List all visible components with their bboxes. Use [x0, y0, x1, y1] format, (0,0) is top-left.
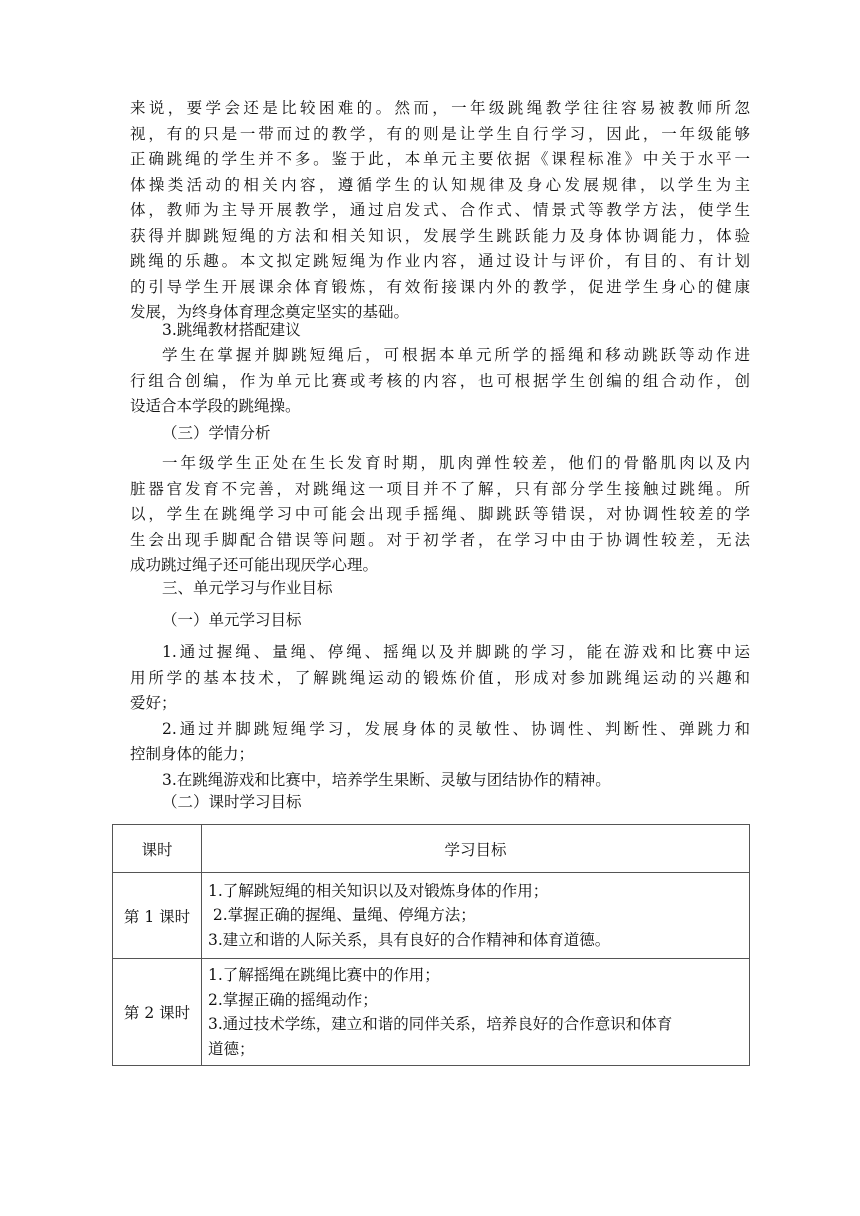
text-line: 脏器官发育不完善，对跳绳这一项目并不了解，只有部分学生接触过跳绳。所	[130, 479, 750, 498]
lesson-goals-title: （二）课时学习目标	[162, 793, 302, 811]
part-three-title: 三、单元学习与作业目标	[162, 579, 333, 597]
text-line: 学生在掌握并脚跳短绳后，可根据本单元所学的摇绳和移动跳跃等动作进	[162, 346, 750, 364]
list-item-line: 控制身体的能力；	[130, 745, 255, 763]
goal-line: 2.掌握正确的握绳、量绳、停绳方法；	[208, 906, 476, 925]
text-line: 一年级学生正处在生长发育时期，肌肉弹性较差，他们的骨骼肌肉以及内	[162, 454, 750, 472]
section-3-title: 3.跳绳教材搭配建议	[162, 321, 301, 339]
goals-cell	[202, 959, 750, 1066]
list-item-line: 3.在跳绳游戏和比赛中，培养学生果断、灵敏与团结协作的精神。	[162, 770, 611, 789]
goal-line: 1.了解摇绳在跳绳比赛中的作用；	[208, 966, 440, 984]
goal-line: 2.掌握正确的摇绳动作；	[208, 990, 378, 1009]
goals-cell	[202, 873, 750, 959]
text-line: 视，有的只是一带而过的教学，有的则是让学生自行学习，因此，一年级能够	[130, 124, 750, 143]
learner-analysis-paragraph	[130, 451, 750, 579]
goal-line: 3.通过技术学练，建立和谐的同伴关系，培养良好的合作意识和体育	[208, 1015, 673, 1033]
goal-line: 3.建立和谐的人际关系，具有良好的合作精神和体育道德。	[208, 930, 611, 949]
section-3-paragraph	[130, 343, 750, 420]
text-line: 跳绳的乐趣。本文拟定跳短绳为作业内容，通过设计与评价，有目的、有计划	[130, 252, 750, 270]
column-header-goals: 学习目标	[202, 825, 750, 873]
list-item-line: 用所学的基本技术，了解跳绳运动的锻炼价值，形成对参加跳绳运动的兴趣和	[130, 668, 750, 687]
text-line: 的引导学生开展课余体育锻炼，有效衔接课内外的教学，促进学生身心的健康	[130, 277, 750, 296]
lesson-goals-table	[112, 824, 750, 1066]
unit-goals-list	[130, 640, 750, 793]
text-line: 以，学生在跳绳学习中可能会出现手摇绳、脚跳跃等错误，对协调性较差的学	[130, 505, 750, 523]
list-item-line: 2.通过并脚跳短绳学习，发展身体的灵敏性、协调性、判断性、弹跳力和	[162, 719, 750, 738]
table-row	[113, 873, 750, 959]
text-line: 发展，为终身体育理念奠定坚实的基础。	[130, 303, 410, 321]
table-header-row	[113, 825, 750, 873]
text-line: 设适合本学段的跳绳操。	[130, 397, 301, 415]
column-header-lesson: 课时	[113, 825, 202, 873]
text-line: 体操类活动的相关内容，遵循学生的认知规律及身心发展规律，以学生为主	[130, 175, 750, 194]
lesson-cell: 第 1 课时	[113, 873, 202, 959]
list-item-line: 1.通过握绳、量绳、停绳、摇绳以及并脚跳的学习，能在游戏和比赛中运	[162, 643, 750, 661]
text-line: 体，教师为主导开展教学，通过启发式、合作式、情景式等教学方法，使学生	[130, 201, 750, 219]
unit-goals-title: （一）单元学习目标	[162, 611, 302, 629]
text-line: 行组合创编，作为单元比赛或考核的内容，也可根据学生创编的组合动作，创	[130, 371, 750, 390]
text-line: 正确跳绳的学生并不多。鉴于此，本单元主要依据《课程标准》中关于水平一	[130, 150, 750, 168]
list-item-line: 爱好；	[130, 694, 177, 712]
text-line: 生会出现手脚配合错误等问题。对于初学者，在学习中由于协调性较差，无法	[130, 530, 750, 549]
table-row	[113, 959, 750, 1066]
goal-line: 道德；	[208, 1039, 255, 1058]
text-line: 成功跳过绳子还可能出现厌学心理。	[130, 556, 379, 574]
text-line: 获得并脚跳短绳的方法和相关知识，发展学生跳跃能力及身体协调能力，体验	[130, 226, 750, 245]
learner-analysis-title: （三）学情分析	[162, 424, 271, 442]
text-line: 来说，要学会还是比较困难的。然而，一年级跳绳教学往往容易被教师所忽	[130, 99, 750, 117]
lesson-cell: 第 2 课时	[113, 959, 202, 1066]
goal-line: 1.了解跳短绳的相关知识以及对锻炼身体的作用；	[208, 881, 549, 900]
intro-paragraph	[130, 96, 750, 326]
